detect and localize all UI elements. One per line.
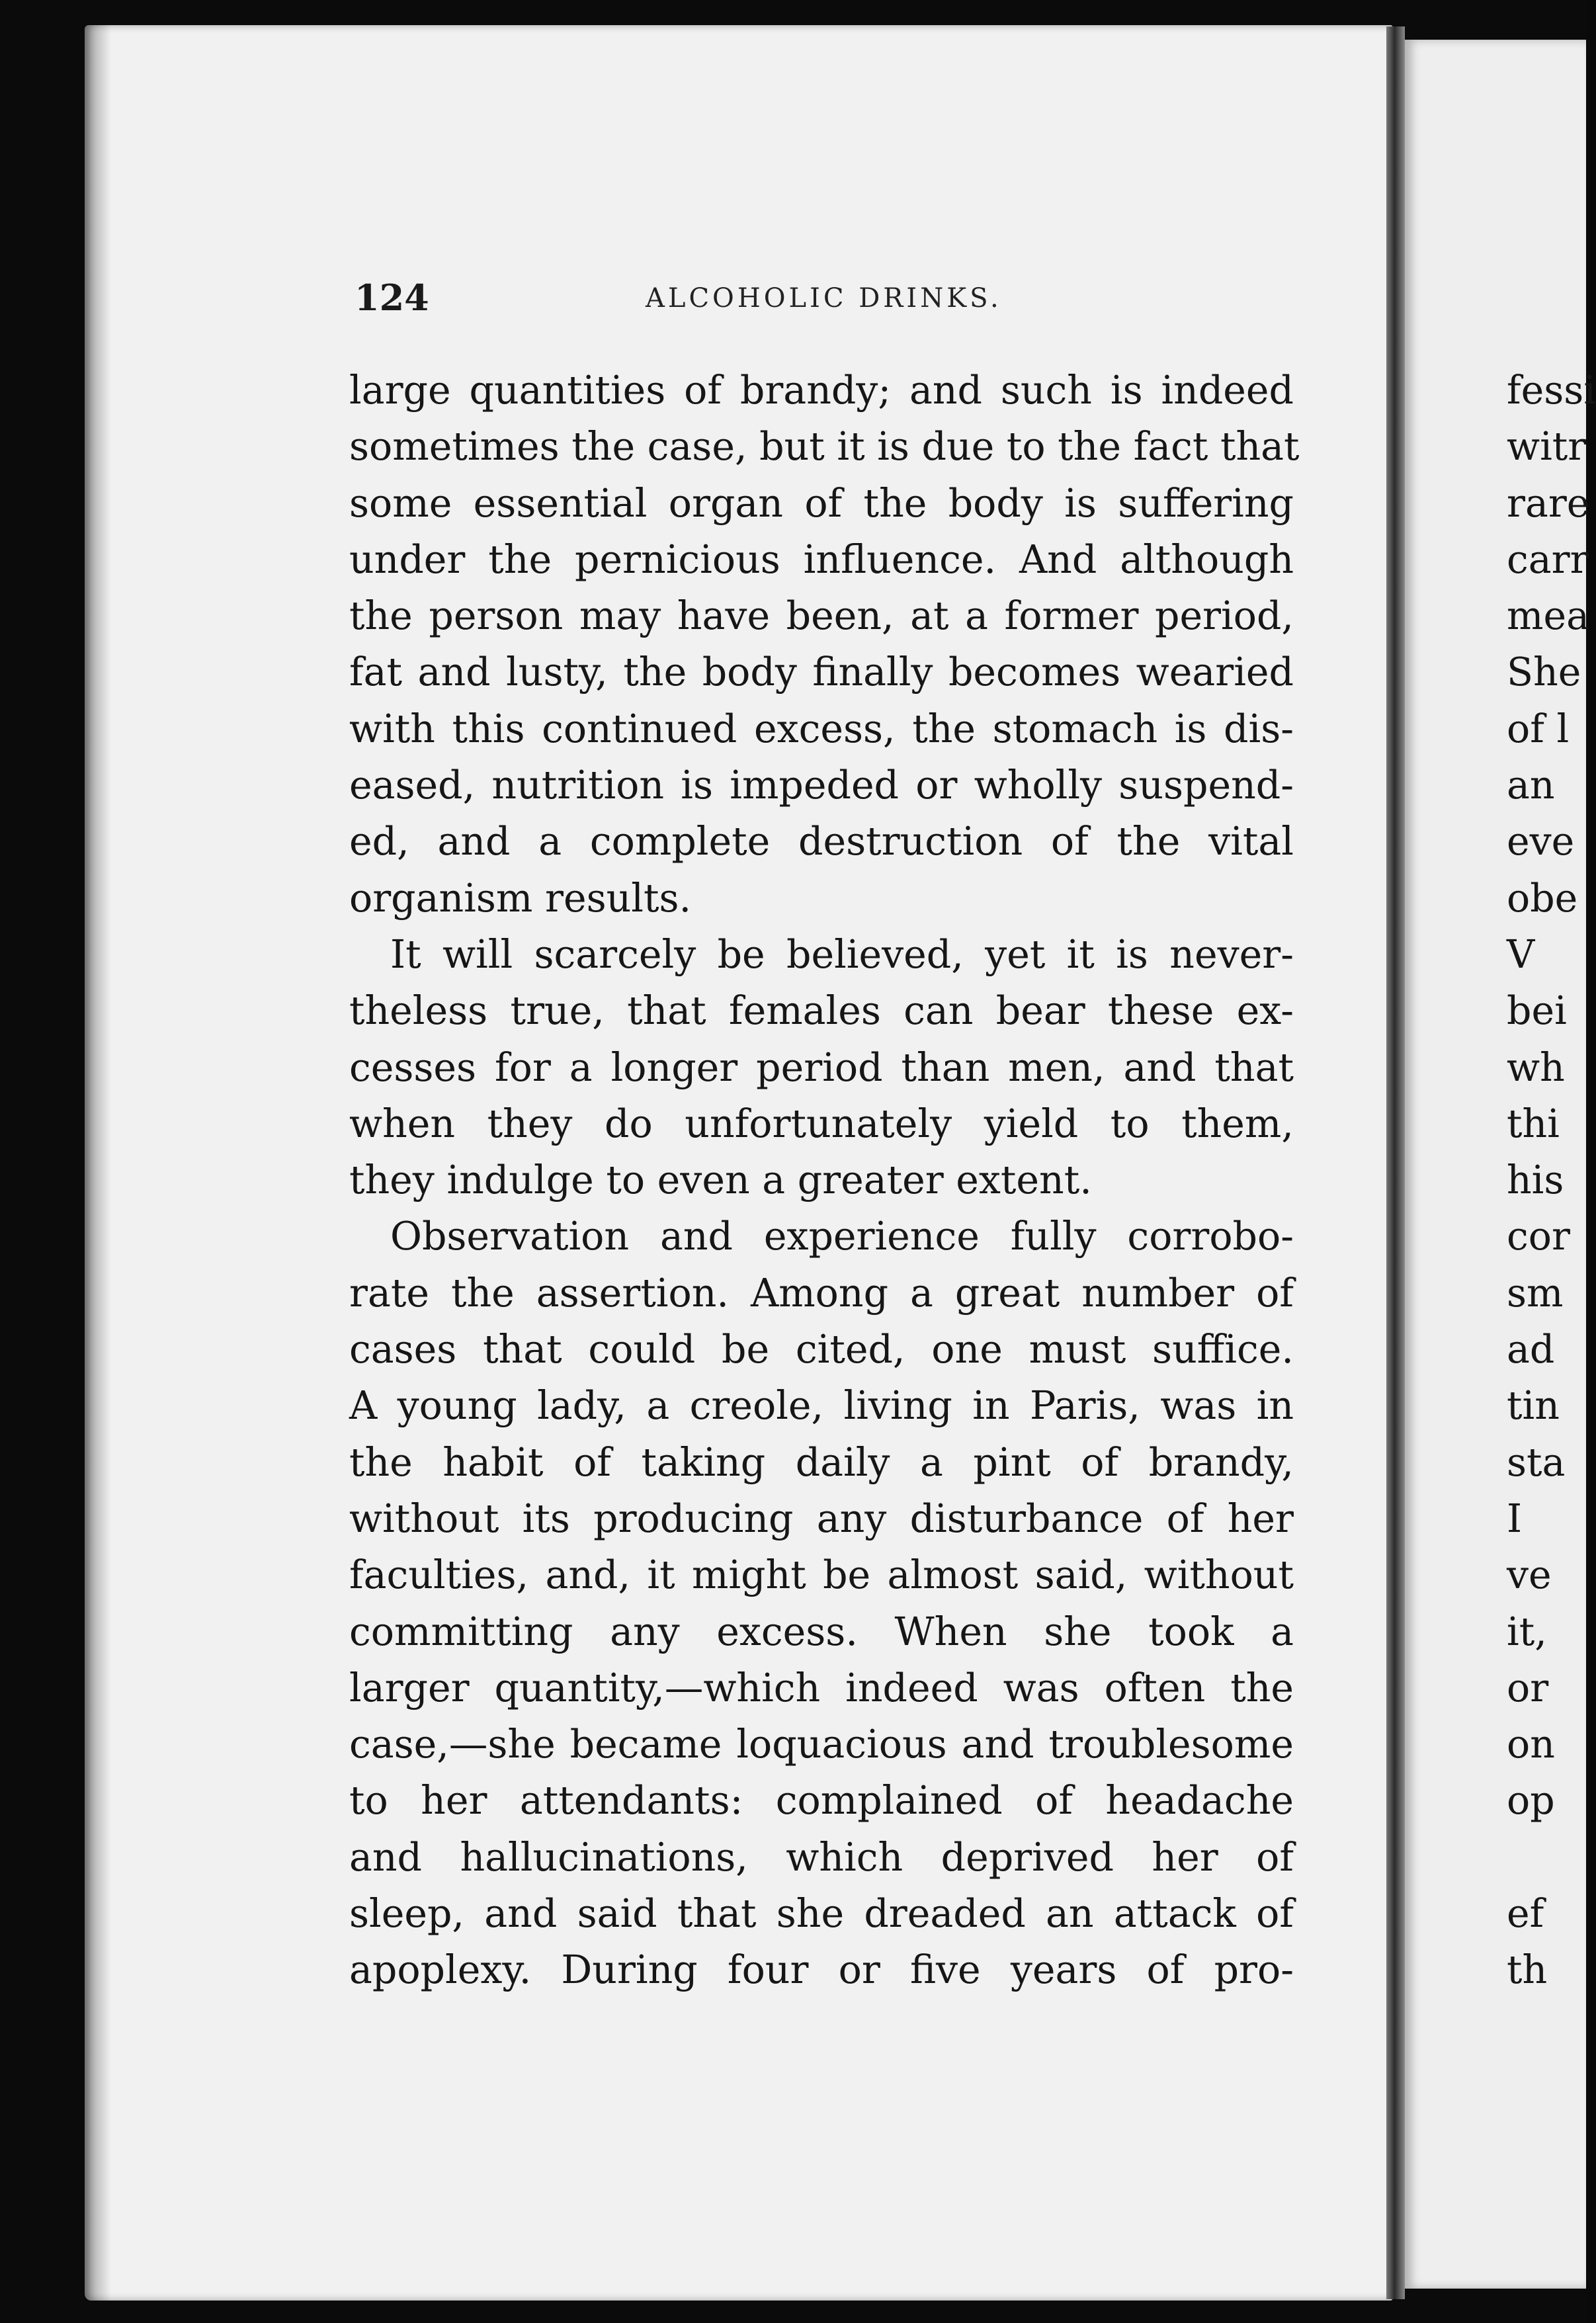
page-header	[355, 276, 1294, 329]
right-fragment: mea	[1507, 593, 1589, 639]
right-fragment: ve	[1507, 1552, 1552, 1598]
text-line: rate the assertion. Among a great number of	[349, 1270, 1294, 1316]
text-line: cases that could be cited, one must suffice.	[349, 1327, 1294, 1373]
text-line: It will scarcely be believed, yet it is never-	[390, 931, 1294, 977]
right-fragment: carr	[1507, 536, 1589, 582]
text-line: under the pernicious influence. And although	[349, 536, 1294, 582]
text-line: cesses for a longer period than men, and that	[349, 1044, 1294, 1090]
right-fragment: or	[1507, 1665, 1549, 1711]
body-text	[349, 362, 1300, 1999]
text-line: large quantities of brandy; and such is indeed	[349, 368, 1294, 413]
text-line: fat and lusty, the body finally becomes wearied	[349, 650, 1294, 695]
right-fragment	[1507, 1830, 1586, 1886]
text-line: they indulge to even a greater extent.	[349, 1158, 1092, 1203]
right-fragment: his	[1507, 1158, 1564, 1203]
text-line: with this continued excess, the stomach is dis-	[349, 706, 1294, 751]
right-fragment: on	[1507, 1722, 1555, 1767]
right-fragment: of l	[1507, 706, 1570, 751]
text-line: to her attendants: complained of headache	[349, 1778, 1294, 1824]
right-fragment: wh	[1507, 1044, 1565, 1090]
text-line: A young lady, a creole, living in Paris, was in	[349, 1383, 1294, 1429]
right-fragment: witr	[1507, 424, 1587, 470]
text-line: committing any excess. When she took a	[349, 1609, 1294, 1654]
right-fragment: th	[1507, 1947, 1548, 1993]
page-number: 124	[355, 276, 429, 319]
text-line: without its producing any disturbance of her	[349, 1496, 1294, 1541]
text-line: and hallucinations, which deprived her of	[349, 1834, 1294, 1880]
book-gutter	[1386, 26, 1405, 2299]
text-line: theless true, that females can bear these ex-	[349, 988, 1294, 1034]
right-fragment: I	[1507, 1496, 1523, 1541]
right-fragment: op	[1507, 1778, 1555, 1824]
right-fragment: an	[1507, 763, 1555, 808]
right-fragment: V	[1507, 931, 1535, 977]
right-fragment: ef	[1507, 1891, 1544, 1937]
text-line: ed, and a complete destruction of the vital	[349, 819, 1294, 865]
right-fragment: She	[1507, 650, 1581, 695]
text-line: eased, nutrition is impeded or wholly suspend-	[349, 763, 1294, 808]
text-line: sometimes the case, but it is due to the fact that	[349, 424, 1300, 470]
text-line: larger quantity,—which indeed was often the	[349, 1665, 1294, 1711]
text-line: faculties, and, it might be almost said, without	[349, 1552, 1294, 1598]
right-fragment: bei	[1507, 988, 1567, 1034]
text-line: the habit of taking daily a pint of brandy,	[349, 1439, 1294, 1485]
text-line: when they do unfortunately yield to them,	[349, 1101, 1294, 1146]
text-line: case,—she became loquacious and troublesome	[349, 1722, 1294, 1767]
right-fragment: it,	[1507, 1609, 1547, 1654]
right-page-text-fragments	[1507, 362, 1596, 1999]
text-line: apoplexy. During four or five years of pro-	[349, 1947, 1294, 1993]
right-fragment: tin	[1507, 1383, 1560, 1429]
right-fragment: eve	[1507, 819, 1575, 865]
right-fragment: cor	[1507, 1214, 1570, 1259]
right-fragment: sta	[1507, 1439, 1566, 1485]
running-head: ALCOHOLIC DRINKS.	[646, 283, 1002, 314]
right-fragment: thi	[1507, 1101, 1560, 1146]
right-fragment: rare	[1507, 480, 1590, 526]
text-line: organism results.	[349, 875, 692, 921]
text-line: Observation and experience fully corrobo-	[390, 1214, 1294, 1259]
right-fragment: obe	[1507, 875, 1578, 921]
text-line: the person may have been, at a former period,	[349, 593, 1294, 639]
text-line: sleep, and said that she dreaded an attack of	[349, 1891, 1294, 1937]
right-fragment: sm	[1507, 1270, 1564, 1316]
text-line: some essential organ of the body is suffering	[349, 480, 1294, 526]
right-fragment: ad	[1507, 1327, 1555, 1373]
right-fragment: fessi	[1507, 368, 1596, 413]
